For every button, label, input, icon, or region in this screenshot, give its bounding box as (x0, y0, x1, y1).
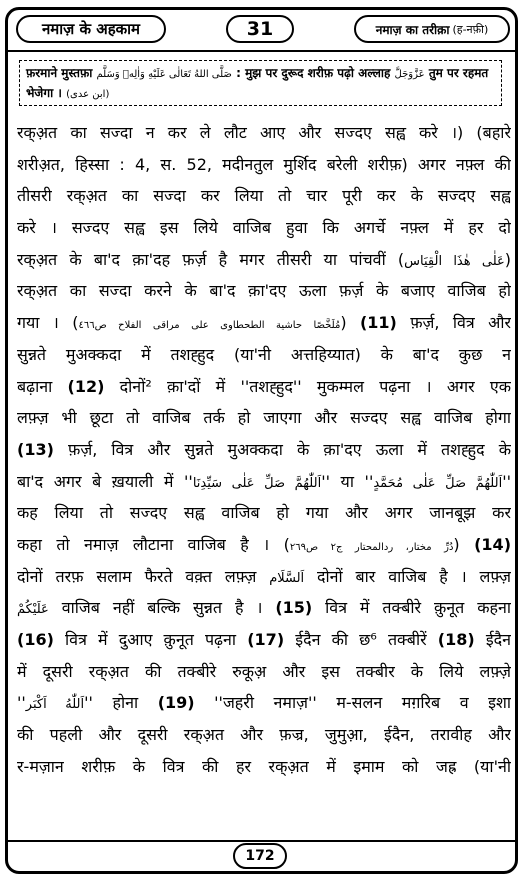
farmaan-box (19, 60, 502, 106)
text-span: ''जहरी नमाज़'' म-सलन मग़रिब व इशा (214, 693, 511, 713)
arabic-phrase: اَلسَّلَام (269, 570, 305, 586)
text-line (17, 624, 511, 656)
text-line: में दूसरी रक्अ़त की तक्बीरे रुकूअ़ और इस तक्बीर के लिये लफ़्ज़े (17, 661, 511, 681)
rule-number: (13) (17, 439, 54, 459)
chapter-title-text: नमाज़ का तरीक़ा (375, 22, 450, 37)
header-book-title: नमाज़ के अहकाम (16, 15, 166, 43)
text-line: रक्अ़त का सज्दा न कर ले लौट आए और सज्दए सह्व करे ।) (बहारे (17, 123, 511, 142)
text-span: ) (504, 249, 511, 269)
text-line (17, 307, 511, 339)
farmaan-text-2: तुम पर रहमत भेजेगा । (26, 66, 489, 100)
text-span: दोनों तरफ़ सलाम फैरते वक़्त लफ़्ज़ (17, 566, 257, 586)
rule-number: (17) (247, 630, 285, 649)
text-span: दोनों² क़ा'दों में ''तशह्हुद'' मुकम्मल पढ़ना । अगर एक (119, 376, 511, 396)
text-line (17, 466, 511, 498)
arabic-phrase: اَللّٰهُمَّ صَلِّ عَلٰى مُحَمَّدٍ (373, 475, 503, 491)
arabic-citation: مُلَخَّصًا حاشية الطحطاوى على مراقى الفلاح ص٤٦٦ (78, 320, 341, 332)
rule-number: (12) (67, 376, 105, 396)
text-line: कह लिया तो सज्दए सह्व वाजिब हो गया और अगर जानबूझ कर (17, 503, 511, 523)
rule-number: (14) (474, 534, 511, 554)
header-chapter-title (354, 15, 510, 43)
text-span: वित्र में दुआए क़ुनूत पढ़ना (65, 630, 237, 649)
chapter-subtitle-text: (ह-नफ़ी) (452, 22, 489, 36)
page-number: 172 (233, 843, 287, 869)
farmaan-source: (ابن عدی) (66, 89, 110, 100)
footer-divider (5, 840, 518, 842)
text-span: कहा तो नमाज़ लौटाना वाजिब है । ( (17, 534, 290, 554)
text-span: '' या '' (321, 471, 374, 491)
farmaan-label: फ़रमाने मुस्तफ़ा (26, 66, 93, 80)
text-line: की पहली और दूसरी रक्अ़त और फ़ज्र, जुमुआ़, ईदैन, तरावीह और (17, 725, 511, 745)
text-line (17, 434, 511, 466)
text-line: शरीअ़त, हिस्सा : 4, स. 52, मदीनतुल मुर्शिद बरेली शरीफ़) अगर नफ़्ल की (17, 154, 511, 174)
rule-number: (16) (17, 630, 54, 649)
farmaan-arabic-blessing: صَلَّى اللهُ تَعَالٰى عَلَيْهِ وَاٰلِهٖ وَسَلَّم (96, 69, 232, 80)
text-line: रक्अ़त का सज्दा करने के बा'द क़ा'दए ऊला फ़र्ज़ के बजाए वाजिब हो (17, 281, 511, 301)
text-span: रक्अ़त के बा'द क़ा'दह फ़र्ज़ है मगर तीसरी या पांचवीं ( (17, 249, 405, 269)
text-span: फ़र्ज़, वित्र और (410, 313, 511, 333)
text-line (17, 244, 511, 276)
rule-number: (19) (157, 693, 195, 713)
text-line: तीसरी रक्अ़त का सज्दा कर लिया तो चार पूरी कर के सज्दए सह्व (17, 186, 511, 206)
rule-number: (11) (359, 313, 397, 333)
text-line (17, 371, 511, 403)
text-line (17, 592, 511, 624)
text-line: र-मज़ान शरीफ़ के वित्र की हर रक्अ़त में इमाम को जह्र (या'नी (17, 756, 511, 776)
arabic-citation: دُرِّ مختار، ردالمحتار ج٢ ص٢٦٩ (289, 541, 454, 553)
text-span: ) (453, 534, 460, 554)
text-span: गया । ( (17, 313, 79, 333)
text-span: बा'द अगर बे ख़याली में '' (17, 471, 193, 491)
text-span: बढ़ाना (17, 376, 53, 396)
farmaan-text-1: : मुझ पर दुरूद शरीफ़ पढ़ो (236, 66, 354, 80)
text-line: करे । सज्दए सह्व इस लिये वाजिब हुवा कि अगर्चे नफ़्ल में हर दो (17, 218, 511, 238)
page-header (5, 7, 518, 51)
text-span: फ़र्ज़, वित्र और सुन्नते मुअक्कदा के क़ा'दए ऊला में तशह्हुद के (68, 439, 511, 459)
text-span: ईदैन की छ⁶ तक्बीरें (295, 630, 427, 649)
text-line (17, 687, 511, 719)
arabic-phrase: اَللّٰهُ اَكْبَر (25, 697, 85, 713)
arabic-phrase: اَللّٰهُمَّ صَلِّ عَلٰى سَيِّدِنَا (192, 475, 322, 491)
farmaan-arabic-azza: عَزَّوَجَلَّ (394, 69, 425, 80)
text-line: सुन्नते मुअक्कदा में तशह्हुद (या'नी अत्तहिय्यात) के बा'द कुछ न (17, 344, 511, 364)
farmaan-allah: अल्लाह (358, 66, 391, 80)
text-span: '' (17, 693, 26, 713)
arabic-phrase: عَلَيْكُمْ (17, 602, 49, 618)
text-line (17, 561, 511, 593)
text-line: लफ़्ज़ भी छूटा तो वाजिब तर्क हो जाएगा और सज्दए सह्व वाजिब होगा (17, 408, 511, 428)
rule-number: (15) (275, 598, 313, 618)
text-line (17, 529, 511, 561)
text-span: '' होना (84, 693, 139, 713)
rule-number: (18) (437, 630, 475, 649)
text-span: ) (340, 313, 347, 333)
main-text (17, 117, 511, 782)
text-span: '' (502, 471, 511, 491)
text-span: वित्र में तक्बीरे क़ुनूत कहना (325, 598, 511, 618)
header-page-label: 31 (226, 15, 294, 43)
text-span: दोनों बार वाजिब है । लफ़्ज़ (317, 566, 511, 586)
text-span: वाजिब नहीं बल्कि सुन्नत है । (61, 598, 263, 618)
header-divider (5, 50, 518, 52)
arabic-phrase: عَلٰى هٰذَا الْقِيَاس (404, 253, 505, 269)
text-span: ईदैन (485, 630, 511, 649)
